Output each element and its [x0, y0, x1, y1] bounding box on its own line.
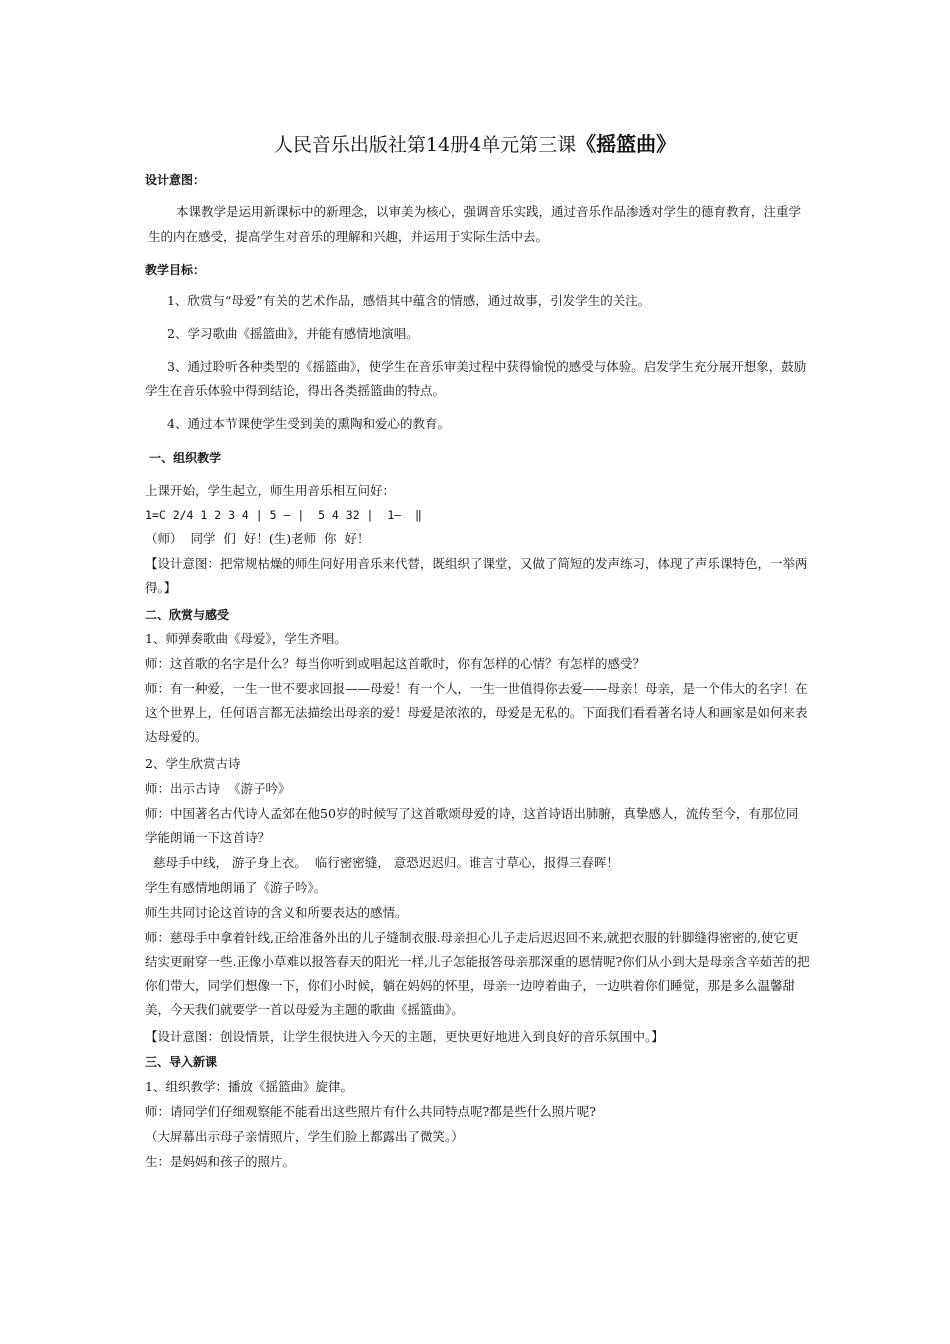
s2-line-5: 师：出示古诗 《游子吟》	[145, 781, 291, 796]
s3-line-3: （大屏幕出示母子亲情照片，学生们脸上都露出了微笑。）	[145, 1129, 464, 1144]
s2-line-3: 师：有一种爱，一生一世不要求回报——母爱！有一个人，一生一世值得你去爱——母亲！母亲，是一个伟大的名字！在这个世界上，任何语言都无法描绘出母亲的爱！母爱是浓浓的，母爱是无私的。下面我们看看著名诗人和画家是如何来表达母爱的。	[145, 681, 808, 744]
s2-line-10: 师：慈母手中拿着针线,正给准备外出的儿子缝制衣服.母亲担心儿子走后迟迟回不来,就把衣服的针脚缝得密密的,使它更结实更耐穿一些.正像小草难以报答春天的阳光一样,儿子怎能报答母亲那深重的恩情呢?你们从小到大是母亲含辛茹苦的把你们带大，同学们想像一下，你们小时候，躺在妈妈的怀里，母亲一边哼着曲子，一边哄着你们睡觉，那是多么温馨甜美，今天我们就要学一首以母爱为主题的歌曲《摇篮曲》。	[145, 930, 810, 1017]
title-main: 人民音乐出版社第14册4单元第三课	[273, 134, 577, 156]
s2-poem: 慈母手中线， 游子身上衣。 临行密密缝， 意恐迟迟归。谁言寸草心，报得三春晖！	[145, 855, 619, 870]
section-3-heading: 三、导入新课	[145, 1055, 218, 1069]
s1-line-1: 上课开始，学生起立，师生用音乐相互问好：	[145, 483, 396, 498]
s3-line-2: 师：请同学们仔细观察能不能看出这些照片有什么共同特点呢?都是些什么照片呢?	[145, 1104, 596, 1119]
s2-line-8: 学生有感情地朗诵了《游子吟》。	[145, 880, 327, 895]
section-2-heading: 二、欣赏与感受	[145, 608, 230, 622]
s3-line-4: 生：是妈妈和孩子的照片。	[145, 1154, 296, 1169]
design-intent-body: 本课教学是运用新课标中的新理念，以审美为核心，强调音乐实践，通过音乐作品渗透对学生的德育教育，注重学生的内在感受，提高学生对音乐的理解和兴趣，并运用于实际生活中去。	[148, 204, 802, 244]
s2-design-note: 【设计意图：创设情景，让学生很快进入今天的主题，更快更好地进入到良好的音乐氛围中。】	[145, 1029, 664, 1044]
s2-line-2: 师：这首歌的名字是什么？每当你听到或唱起这首歌时，你有怎样的心情？有怎样的感受？	[145, 656, 646, 671]
title-emphasis: 《摇篮曲》	[576, 132, 677, 156]
document-title	[140, 131, 810, 158]
goals-heading: 教学目标：	[145, 263, 206, 277]
s2-line-1: 1、师弹奏歌曲《母爱》，学生齐唱。	[145, 631, 347, 646]
goal-item-1: 1、欣赏与“母爱”有关的艺术作品，感悟其中蕴含的情感，通过故事，引发学生的关注。	[167, 293, 651, 308]
design-intent-heading: 设计意图：	[145, 173, 206, 187]
section-1-heading: 一、组织教学	[145, 451, 222, 465]
s1-notation: 1=C 2/4 1 2 3 4 | 5 — | 5 4 32 | 1— ‖	[145, 508, 422, 522]
s1-design-note: 【设计意图：把常规枯燥的师生问好用音乐来代替，既组织了课堂，又做了简短的发声练习，体现了声乐课特色，一举两得。】	[145, 556, 808, 595]
s2-line-4: 2、学生欣赏古诗	[145, 756, 241, 771]
s2-line-6: 师：中国著名古代诗人孟郊在他50岁的时候写了这首歌颂母爱的诗，这首诗语出肺腑，真挚感人，流传至今，有那位同学能朗诵一下这首诗？	[145, 806, 799, 845]
s3-line-1: 1、组织教学：播放《摇篮曲》旋律。	[145, 1079, 353, 1094]
goal-item-3: 3、通过聆听各种类型的《摇篮曲》，使学生在音乐审美过程中获得愉悦的感受与体验。启发学生充分展开想象，鼓励学生在音乐体验中得到结论，得出各类摇篮曲的特点。	[145, 359, 807, 398]
s2-line-9: 师生共同讨论这首诗的含义和所要表达的感情。	[145, 905, 408, 920]
goal-item-2: 2、学习歌曲《摇篮曲》，并能有感情地演唱。	[167, 326, 419, 341]
goal-item-4: 4、通过本节课使学生受到美的熏陶和爱心的教育。	[167, 416, 450, 431]
s1-lyrics: （师） 同学 们 好！(生)老师 你 好！	[145, 531, 370, 546]
